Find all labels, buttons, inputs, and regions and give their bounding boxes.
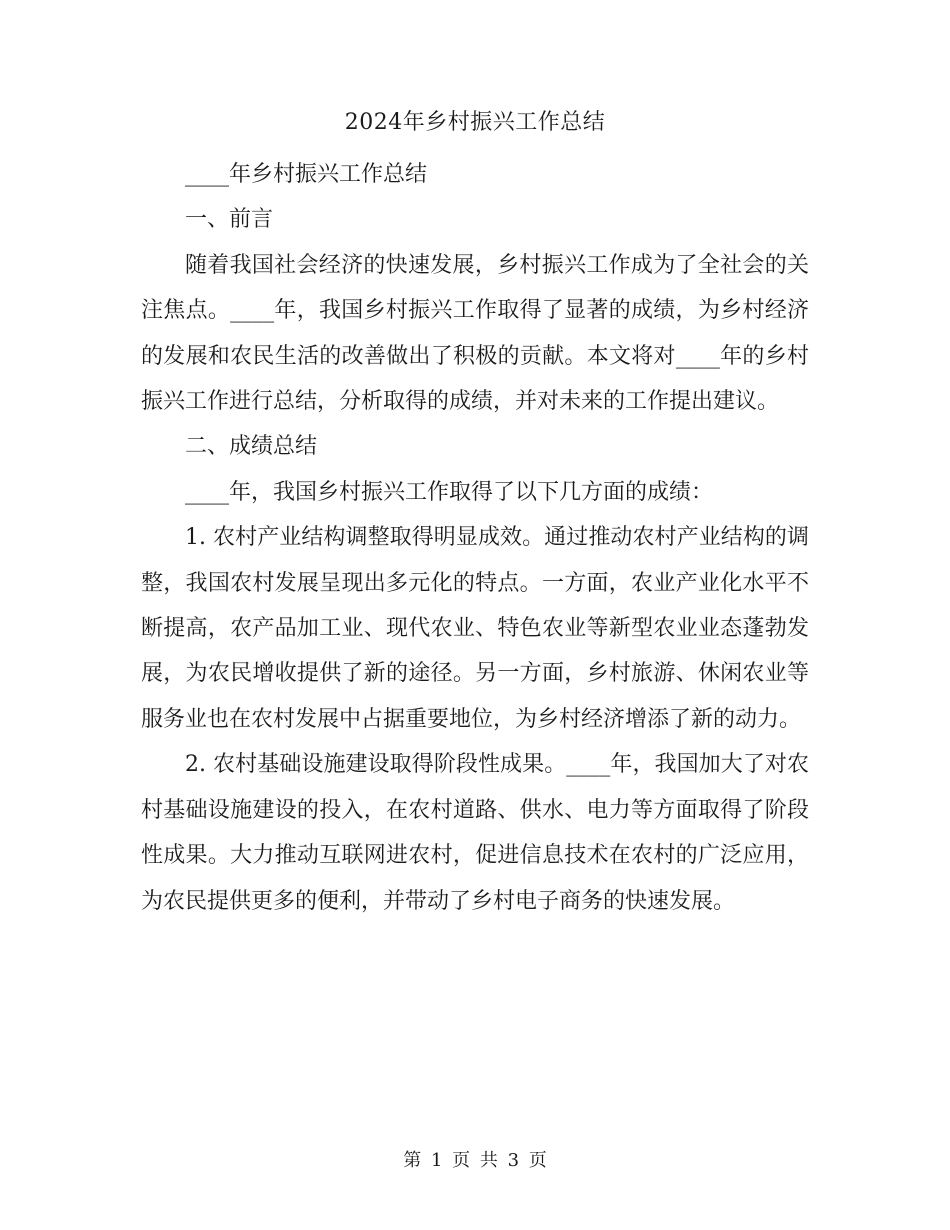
- section-heading-achievements: 二、成绩总结: [185, 434, 318, 460]
- page-footer: 第 1 页 共 3 页: [403, 1150, 547, 1171]
- achievement-item-1: 1. 农村产业结构调整取得明显成效。通过推动农村产业结构的调整，我国农村发展呈现出多元化的特点。一方面，农业产业化水平不断提高，农产品加工业、现代农业、特色农业等新型农业业态蓬勃发展，为农民增收提供了新的途径。另一方面，乡村旅游、休闲农业等服务业也在农村发展中占据重要地位，为乡村经济增添了新的动力。: [141, 525, 809, 732]
- preface-paragraph: 随着我国社会经济的快速发展，乡村振兴工作成为了全社会的关注焦点。____年，我国乡村振兴工作取得了显著的成绩，为乡村经济的发展和农民生活的改善做出了积极的贡献。本文将对____年的乡村振兴工作进行总结，分析取得的成绩，并对未来的工作提出建议。: [141, 252, 809, 415]
- achievement-item-2: 2. 农村基础设施建设取得阶段性成果。____年，我国加大了对农村基础设施建设的投入，在农村道路、供水、电力等方面取得了阶段性成果。大力推动互联网进农村，促进信息技术在农村的广泛应用，为农民提供更多的便利，并带动了乡村电子商务的快速发展。: [141, 752, 809, 914]
- document-body: [141, 152, 809, 924]
- document-title: 2024年乡村振兴工作总结: [344, 110, 606, 135]
- achievements-intro-paragraph: ____年，我国乡村振兴工作取得了以下几方面的成绩：: [185, 479, 714, 505]
- subtitle-paragraph: ____年乡村振兴工作总结: [185, 162, 428, 187]
- section-heading-preface: 一、前言: [185, 207, 274, 233]
